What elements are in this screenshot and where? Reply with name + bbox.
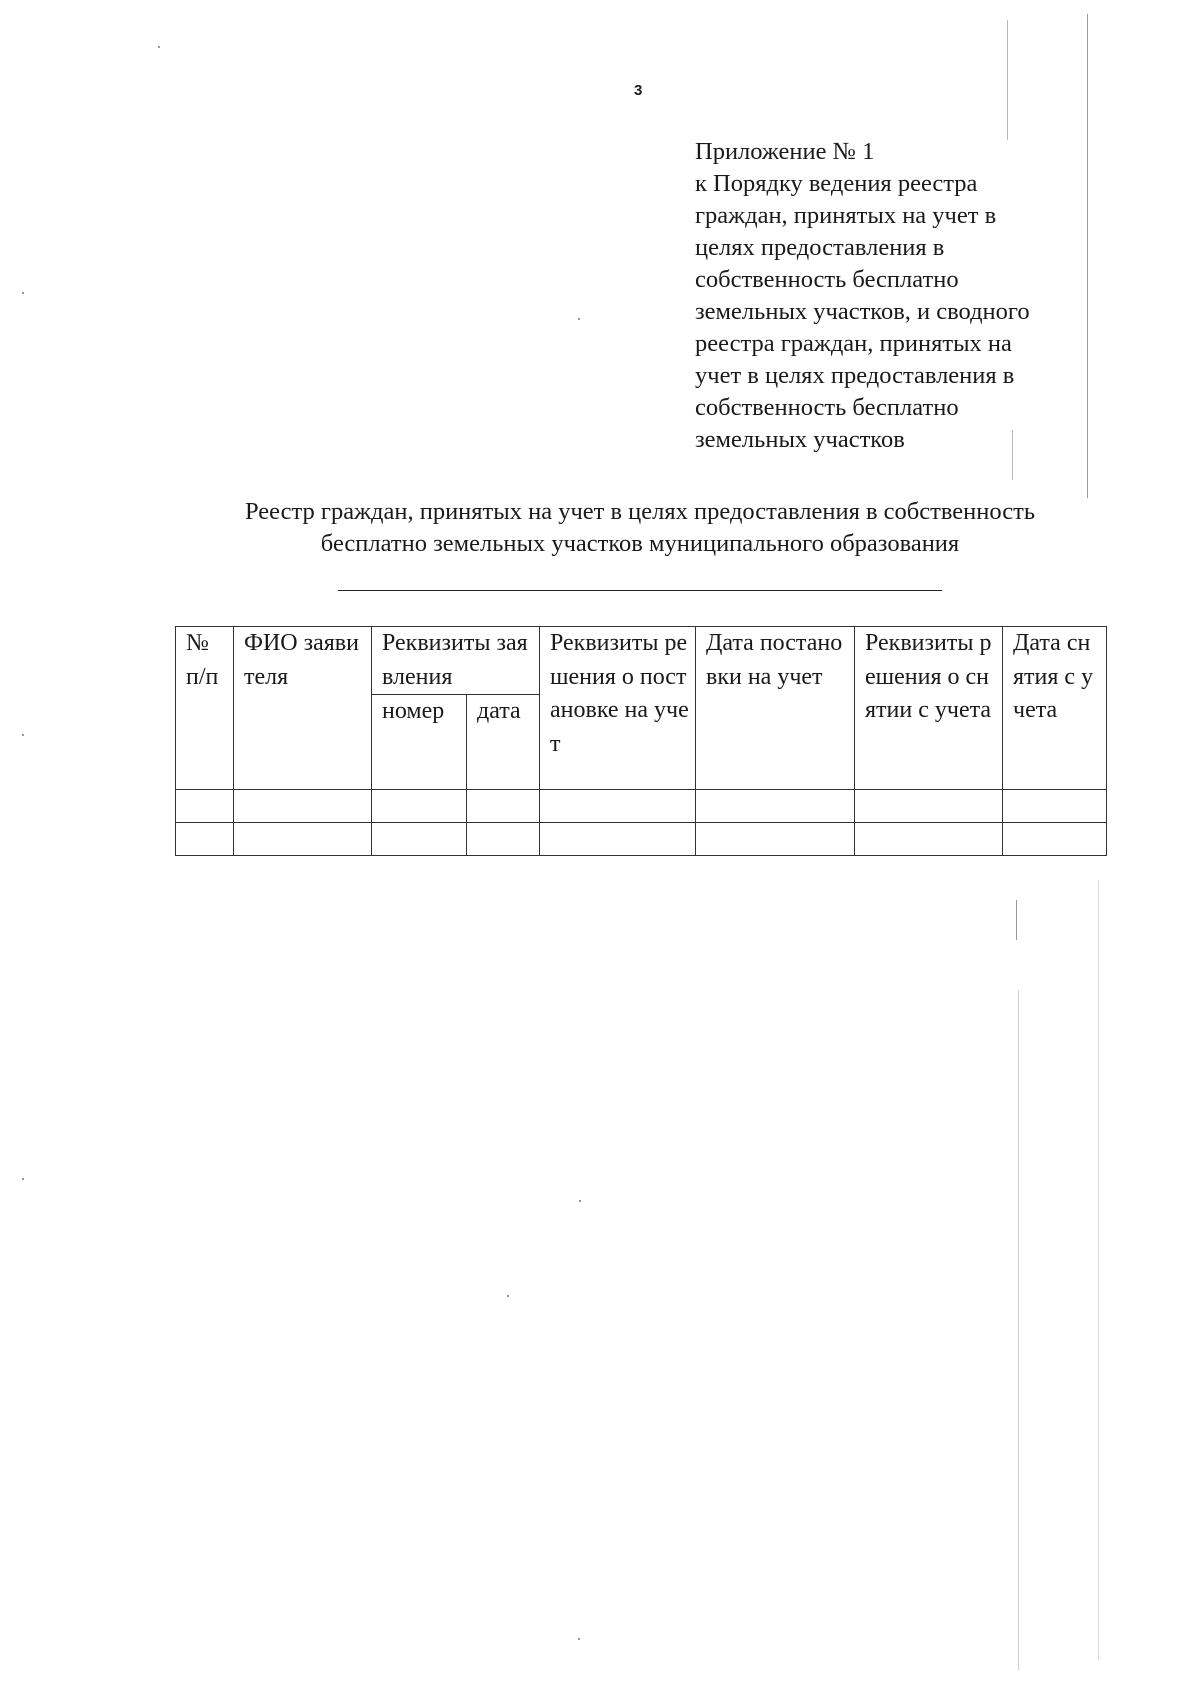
scan-speck — [578, 1638, 580, 1640]
header-application: Реквизиты заявления — [372, 627, 540, 695]
appendix-line: земельных участков, и сводного — [695, 298, 1030, 325]
table-cell — [1003, 823, 1107, 856]
title-line-2: бесплатно земельных участков муниципального образования — [320, 530, 960, 557]
scan-speck — [22, 292, 24, 294]
header-num: № п/п — [176, 627, 234, 790]
header-application-date: дата — [467, 695, 540, 790]
scan-speck — [579, 1200, 581, 1202]
table-row — [176, 790, 1107, 823]
table-cell — [234, 823, 372, 856]
appendix-line: целях предоставления в — [695, 234, 945, 261]
table-cell — [855, 823, 1003, 856]
scan-speck — [578, 318, 580, 320]
document-title — [150, 496, 1130, 560]
scan-edge-line — [1087, 14, 1088, 498]
page-number: 3 — [634, 82, 643, 99]
header-row — [176, 627, 1107, 695]
scan-speck — [158, 46, 160, 48]
scan-speck — [22, 1178, 24, 1180]
table-cell — [696, 790, 855, 823]
registry-table — [175, 626, 1107, 856]
scan-speck — [507, 1295, 509, 1297]
appendix-line: Приложение № 1 — [695, 138, 875, 165]
scan-edge-line — [1018, 990, 1019, 1670]
header-decision-registration: Реквизиты решения о постановке на учет — [540, 627, 696, 790]
scan-edge-line — [1007, 20, 1008, 140]
table-cell — [855, 790, 1003, 823]
table-cell — [176, 790, 234, 823]
scan-speck — [22, 734, 24, 736]
table-cell — [234, 790, 372, 823]
header-removal-date: Дата снятия с учета — [1003, 627, 1107, 790]
appendix-line: учет в целях предоставления в — [695, 362, 1015, 389]
table-cell — [372, 790, 467, 823]
table-cell — [176, 823, 234, 856]
title-line-1: Реестр граждан, принятых на учет в целях предоставления в собственность — [244, 498, 1035, 525]
scan-edge-line — [1098, 880, 1099, 1660]
appendix-caption — [695, 136, 1115, 456]
scan-edge-line — [1016, 900, 1017, 940]
table-row — [176, 823, 1107, 856]
header-decision-removal: Реквизиты решения о снятии с учета — [855, 627, 1003, 790]
scan-edge-line — [1012, 430, 1013, 480]
header-registration-date: Дата постановки на учет — [696, 627, 855, 790]
table-cell — [467, 823, 540, 856]
appendix-line: собственность бесплатно — [695, 266, 959, 293]
header-fio: ФИО заявителя — [234, 627, 372, 790]
appendix-line: реестра граждан, принятых на — [695, 330, 1012, 357]
appendix-line: земельных участков — [695, 426, 905, 453]
header-application-number: номер — [372, 695, 467, 790]
table-cell — [540, 790, 696, 823]
table-cell — [540, 823, 696, 856]
appendix-line: к Порядку ведения реестра — [695, 170, 978, 197]
appendix-line: собственность бесплатно — [695, 394, 959, 421]
municipality-fill-line — [338, 590, 942, 591]
table-cell — [372, 823, 467, 856]
appendix-line: граждан, принятых на учет в — [695, 202, 997, 229]
table-cell — [467, 790, 540, 823]
table-cell — [696, 823, 855, 856]
table-cell — [1003, 790, 1107, 823]
